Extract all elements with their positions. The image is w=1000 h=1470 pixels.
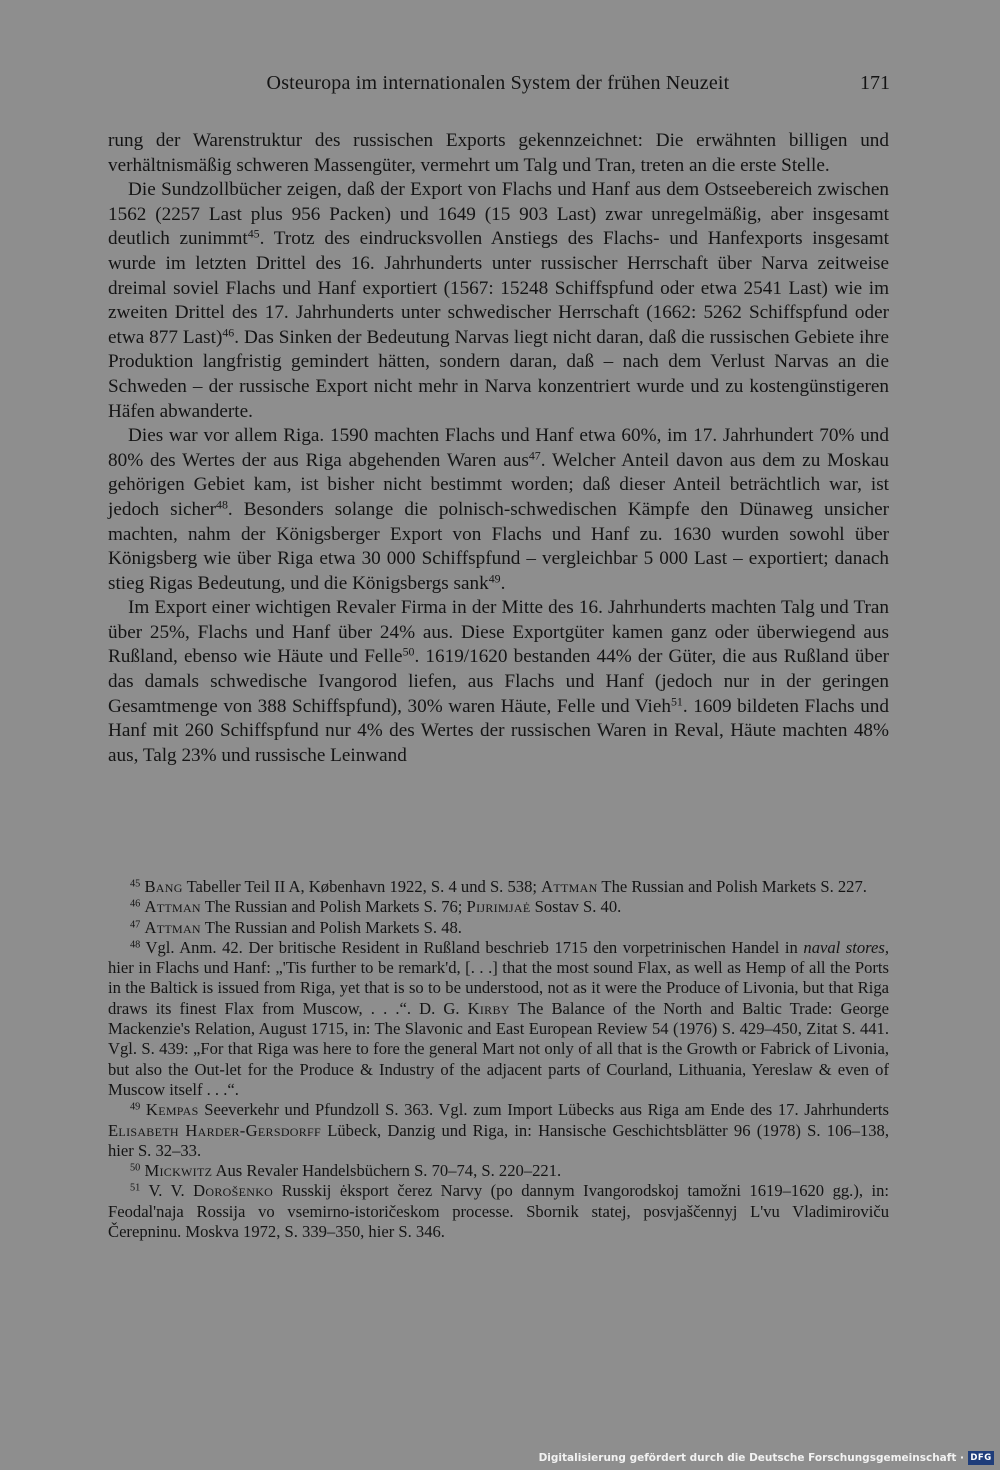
- running-title: Osteuropa im internationalen System der frühen Neuzeit: [266, 72, 730, 94]
- footnote-number: 48: [130, 939, 141, 951]
- text-run: . 1609 bildeten Flachs und Hanf mit 260 Schiffspfund nur 4% des Wertes der russischen Waren in Reval, Häute machten 48% aus, Talg 23% und russische Leinwand: [108, 695, 889, 766]
- footnote-text: V. V.: [140, 1181, 194, 1201]
- footnote-text: The Balance of the North and Baltic Trade: George Mackenzie's Relation, August 1715, in: The Slavonic and East European Review 54 (1976) S. 429–450, Zitat S. 441. Vgl. S. 439: „For that Riga was here to fore the general Mart not only of all that is the Growth or Fabrick of Livonia, but also the Out-let for the Produce & Industry of the adjacent parts of Courland, Lithuania, Yereslaw & even of Muscow itself . . .“.: [108, 998, 889, 1099]
- author-name: Attman: [144, 897, 201, 917]
- footnote-48: [108, 938, 889, 1100]
- running-header: [108, 72, 888, 106]
- footnote-number: 45: [130, 878, 141, 890]
- footnote-text: Lübeck, Danzig und Riga, in: Hansische Geschichtsblätter 96 (1978) S. 106–138, hier S. 32–33.: [108, 1120, 889, 1160]
- author-name: Dorošenko: [193, 1181, 274, 1201]
- text-run: . Das Sinken der Bedeutung Narvas liegt nicht daran, daß die russischen Gebiete ihre Produktion langfristig gemindert hätten, sondern daran, daß – nach dem Verlust Narvas an die Schweden – der russische Export nicht mehr in Narva konzentriert wurde und zu kostengünstigeren Häfen abwanderte.: [108, 326, 889, 422]
- text-run: . 1619/1620 bestanden 44% der Güter, die aus Rußland über das damals schwedische Ivangorod liefen, aus Flachs und Hanf (jedoch nur in der geringen Gesamtmenge von 388 Schiffspfund), 30% waren Häute, Felle und Vieh: [108, 646, 889, 717]
- author-name: Elisabeth Harder-Gersdorff: [108, 1120, 322, 1140]
- footnote-text: hier in Flachs und Hanf: „'Tis further to be remark'd, [. . .] that the most sound Flax, as well as Hemp of all the Ports in the Baltick is issued from Riga, yet that is so to be understood, not as it were the Produce of Livonia, but that Riga draws its finest Flax from Muscow, . . .“. D. G.: [108, 958, 889, 1018]
- footnote-number: 47: [130, 918, 141, 930]
- paragraph: [108, 178, 889, 424]
- footnote-text: Tabeller Teil II A, København 1922, S. 4 und S. 538;: [182, 877, 542, 896]
- text-run: Dies war vor allem Riga. 1590 machten Flachs und Hanf etwa 60%, im 17. Jahrhundert 70% und 80% des Wertes der aus Riga abgehenden Waren aus: [108, 425, 889, 471]
- footnote-text: Sostav S. 40.: [530, 897, 622, 917]
- page-number: 171: [860, 72, 890, 94]
- text-run: rung der Warenstruktur des russischen Exports gekennzeichnet: Die erwähnten billigen und verhältnismäßig schweren Massengüter, vermehrt um Talg und Tran, treten an die erste Stelle.: [108, 130, 889, 176]
- footnote-47: [108, 918, 889, 938]
- author-name: Mickwitz: [144, 1161, 213, 1181]
- main-text: [108, 129, 889, 768]
- footnote-ref[interactable]: 48: [216, 497, 228, 512]
- text-run: . Trotz des eindrucksvollen Anstiegs des Flachs- und Hanfexports insgesamt wurde im letzten Drittel des 16. Jahrhunderts unter russischer Herrschaft über Narva zeitweise dreimal soviel Flachs und Hanf exportiert (1567: 15248 Schiffspfund oder etwa 2541 Last) wie im zweiten Drittel des 17. Jahrhunderts unter schwedischer Herrschaft (1662: 5262 Schiffspfund oder etwa 877 Last): [108, 228, 889, 348]
- footnote-ref[interactable]: 50: [402, 644, 415, 659]
- dfg-logo: DFG: [968, 1451, 994, 1465]
- footnote-ref[interactable]: 49: [488, 571, 501, 586]
- footnote-50: [108, 1161, 889, 1181]
- footnotes: [108, 877, 889, 1242]
- text-run: Die Sundzollbücher zeigen, daß der Export von Flachs und Hanf aus dem Ostseebereich zwischen 1562 (2257 Last plus 956 Packen) und 1649 (15 903 Last) zwar unregelmäßig, aber insgesamt deutlich zunimmt: [108, 179, 889, 250]
- footnote-text: The Russian and Polish Markets S. 227.: [597, 877, 867, 896]
- footnote-number: 50: [130, 1162, 141, 1174]
- footnote-ref[interactable]: 51: [670, 694, 683, 709]
- paragraph: [108, 129, 889, 178]
- footnote-text: Russkij ėksport čerez Narvy (po dannym Ivangorodskoj tamožni 1619–1620 gg.), in: Feodal'naja Rossija vo vsemirno-istoričeskom processe. Sbornik statej, posvjaščennyj L'vu Vladimiroviču Čerepninu. Moskva 1972, S. 339–350, hier S. 346.: [108, 1181, 889, 1242]
- footnote-51: [108, 1181, 889, 1242]
- footnote-ref[interactable]: 46: [222, 325, 235, 340]
- italic-term: naval stores,: [803, 937, 889, 957]
- author-name: Attman: [541, 877, 598, 896]
- footnote-45: [108, 877, 889, 897]
- footnote-text: Aus Revaler Handelsbüchern S. 70–74, S. 220–221.: [212, 1161, 562, 1181]
- author-name: Kirby: [467, 998, 510, 1018]
- footnote-ref[interactable]: 45: [247, 226, 260, 241]
- text-run: . Besonders solange die polnisch-schwedischen Kämpfe den Dünaweg unsicher machten, nahm der Königsberger Export von Flachs und Hanf zu. 1630 wurden sowohl über Königsberg wie über Riga etwa 30 000 Schiffspfund – vergleichbar 5 000 Last – exportiert; danach stieg Rigas Bedeutung, und die Königsbergs sank: [108, 498, 889, 594]
- footnote-49: [108, 1100, 889, 1161]
- footnote-46: [108, 897, 889, 917]
- footnote-number: 49: [130, 1101, 141, 1113]
- footnote-text: The Russian and Polish Markets S. 48.: [200, 917, 462, 937]
- footnote-number: 46: [130, 898, 141, 910]
- footnote-number: 51: [130, 1182, 141, 1194]
- text-run: Im Export einer wichtigen Revaler Firma in der Mitte des 16. Jahrhunderts machten Talg und Tran über 25%, Flachs und Hanf über 24% aus. Diese Exportgüter kamen ganz oder überwiegend aus Rußland, ebenso wie Häute und Felle: [108, 597, 889, 668]
- author-name: Kempas: [145, 1100, 199, 1120]
- paragraph: [108, 596, 889, 768]
- paragraph: [108, 424, 889, 596]
- author-name: Bang: [144, 877, 183, 896]
- digitization-footer: [0, 1442, 1000, 1470]
- text-run: . Welcher Anteil davon aus dem zu Moskau gehörigen Gebiet kam, ist bisher nicht bestimmt worden; daß dieser Anteil beträchtlich war, ist jedoch sicher: [108, 449, 889, 520]
- footnote-text: Seeverkehr und Pfundzoll S. 363. Vgl. zum Import Lübecks aus Riga am Ende des 17. Jahrhunderts: [198, 1100, 889, 1120]
- author-name: Pijrimjaė: [466, 897, 531, 917]
- footnote-ref[interactable]: 47: [528, 448, 541, 463]
- author-name: Attman: [144, 917, 201, 937]
- footnote-text: Vgl. Anm. 42. Der britische Resident in Rußland beschrieb 1715 den vorpetrinischen Handel in: [140, 937, 804, 957]
- funding-credit: Digitalisierung gefördert durch die Deutsche Forschungsgemeinschaft ·: [538, 1452, 964, 1464]
- footnote-text: The Russian and Polish Markets S. 76;: [200, 897, 467, 917]
- text-run: .: [500, 572, 506, 594]
